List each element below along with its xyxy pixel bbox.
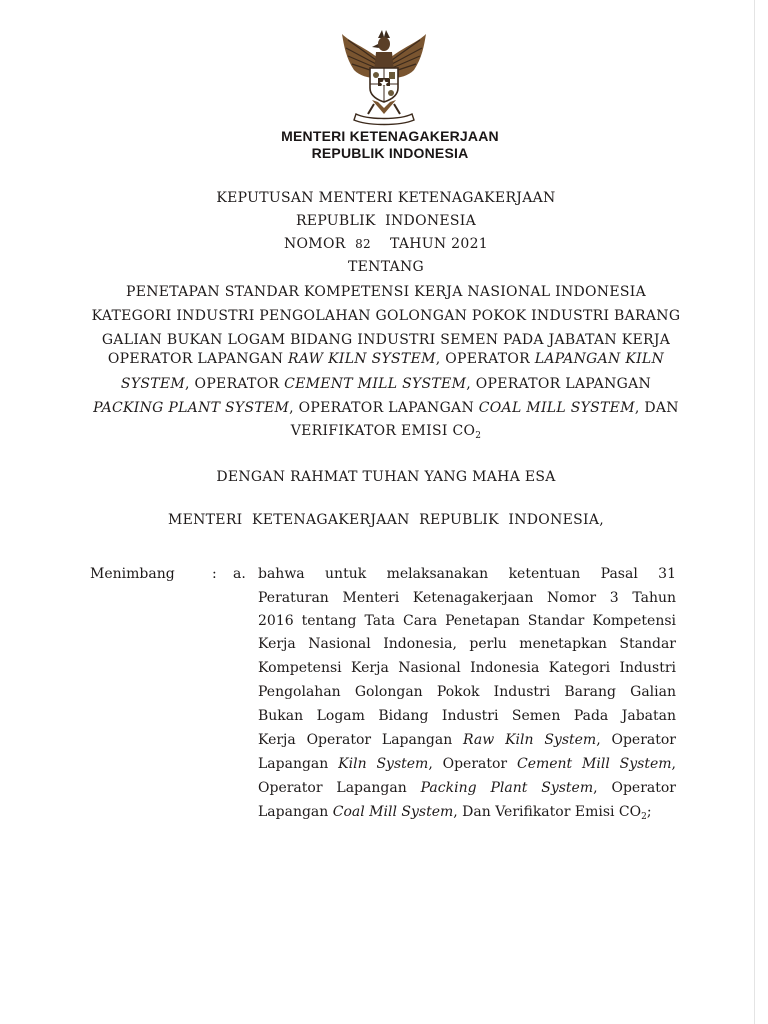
body-text: ;	[646, 804, 652, 820]
year-label: TAHUN 2021	[389, 236, 489, 252]
body-italic-text: Raw Kiln System	[463, 732, 597, 748]
body-line: bahwa untuk melaksanakan ketentuan Pasal 31	[258, 566, 676, 582]
subject-text: , OPERATOR LAPANGAN	[289, 400, 479, 416]
number-label: NOMOR	[283, 236, 346, 252]
body-italic-text: Packing Plant System	[420, 780, 594, 796]
subject-line	[0, 423, 768, 439]
body-line	[258, 780, 676, 796]
body-text: , Operator	[593, 780, 676, 796]
subscript: 2	[475, 431, 482, 441]
considering-label: Menimbang	[90, 566, 175, 582]
subject-line: GALIAN BUKAN LOGAM BIDANG INDUSTRI SEMEN PADA JABATAN KERJA	[101, 332, 671, 348]
subject-italic-text: SYSTEM	[120, 376, 186, 392]
subject-text: , OPERATOR	[435, 351, 535, 367]
subject-line	[0, 351, 768, 367]
decree-number	[0, 236, 768, 252]
body-text: , Operator	[596, 732, 676, 748]
garuda-emblem-icon	[338, 28, 430, 126]
subject-italic-text: RAW KILN SYSTEM	[288, 351, 436, 367]
subject-line	[0, 376, 768, 392]
body-text: Lapangan	[258, 804, 333, 820]
subject-text: , OPERATOR	[185, 376, 285, 392]
subject-line	[0, 400, 768, 416]
body-text: , Operator	[428, 756, 517, 772]
subject-line: KATEGORI INDUSTRI PENGOLAHAN GOLONGAN POKOK INDUSTRI BARANG	[91, 308, 681, 324]
letterhead-ministry: MENTERI KETENAGAKERJAAN	[281, 128, 499, 144]
body-line	[258, 732, 676, 748]
item-marker: a.	[233, 566, 246, 582]
body-italic-text: Coal Mill System	[332, 804, 454, 820]
subject-italic-text: COAL MILL SYSTEM	[478, 400, 635, 416]
considering-colon: :	[212, 566, 217, 582]
invocation: DENGAN RAHMAT TUHAN YANG MAHA ESA	[216, 469, 556, 485]
about-label: TENTANG	[347, 259, 425, 275]
body-line: Kompetensi Kerja Nasional Indonesia Kategori Industri	[258, 660, 676, 676]
body-line: Kerja Nasional Indonesia, perlu menetapkan Standar	[258, 636, 676, 652]
body-line: Peraturan Menteri Ketenagakerjaan Nomor 3 Tahun	[258, 590, 676, 606]
subscript: 2	[641, 812, 647, 822]
body-text: Kerja Operator Lapangan	[258, 732, 464, 748]
body-italic-text: Cement Mill System	[516, 756, 672, 772]
body-line: Pengolahan Golongan Pokok Industri Barang Galian	[258, 684, 676, 700]
subject-italic-text: PACKING PLANT SYSTEM	[93, 400, 290, 416]
body-italic-text: Kiln System	[338, 756, 429, 772]
number-value: 82	[355, 237, 371, 251]
subject-italic-text: CEMENT MILL SYSTEM	[284, 376, 467, 392]
decree-heading: KEPUTUSAN MENTERI KETENAGAKERJAAN	[216, 190, 556, 206]
body-text: Lapangan	[258, 756, 339, 772]
subject-line: PENETAPAN STANDAR KOMPETENSI KERJA NASIONAL INDONESIA	[125, 284, 647, 300]
body-text: , Dan Verifikator Emisi CO	[453, 804, 642, 820]
body-line: 2016 tentang Tata Cara Penetapan Standar Kompetensi	[258, 613, 676, 629]
body-line	[258, 756, 676, 772]
body-line	[258, 804, 676, 820]
body-text: ,	[671, 756, 676, 772]
body-line: Bukan Logam Bidang Industri Semen Pada Jabatan	[258, 708, 676, 724]
minister-line: MENTERI KETENAGAKERJAAN REPUBLIK INDONESIA,	[167, 512, 605, 528]
subject-text: , OPERATOR LAPANGAN	[466, 376, 652, 392]
subject-text: OPERATOR LAPANGAN	[107, 351, 288, 367]
letterhead-country: REPUBLIK INDONESIA	[311, 145, 469, 161]
decree-heading-country: REPUBLIK INDONESIA	[295, 213, 477, 229]
subject-italic-text: LAPANGAN KILN	[534, 351, 665, 367]
subject-text: , DAN	[634, 400, 679, 416]
body-text: Operator Lapangan	[258, 780, 421, 796]
subject-text: VERIFIKATOR EMISI CO	[290, 423, 476, 439]
